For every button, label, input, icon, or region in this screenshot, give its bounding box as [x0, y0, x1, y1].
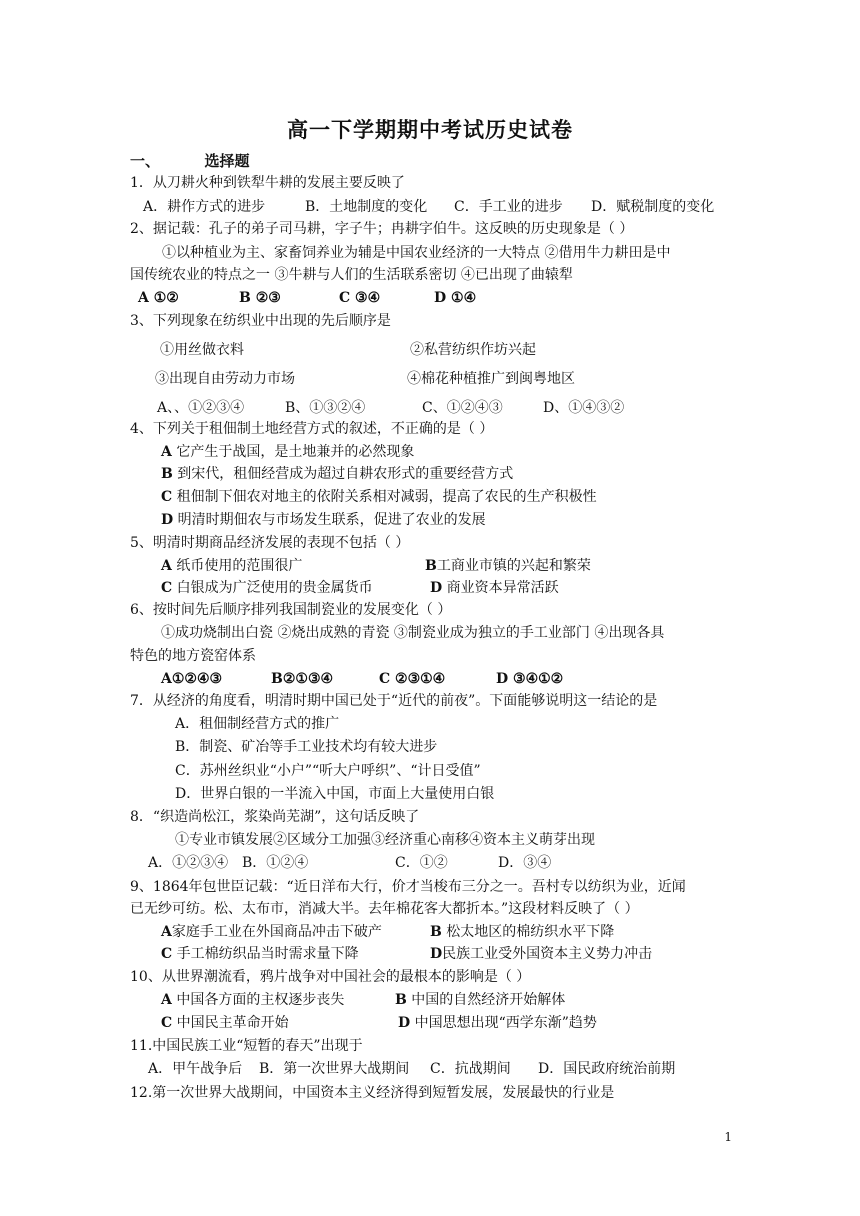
q2-option-d: D ①④ [434, 290, 477, 306]
q7-option-a: A．租佃制经营方式的推广 [175, 716, 340, 732]
q3-item-1: ①用丝做衣料 [160, 342, 244, 358]
question-6-stem: 6、按时间先后顺序排列我国制瓷业的发展变化（ ） [130, 602, 452, 618]
q10-option-d: D 中国思想出现“西学东渐”趋势 [398, 1015, 597, 1031]
q1-option-b: B．土地制度的变化 [305, 199, 428, 215]
q9-option-b: B 松太地区的棉纺织水平下降 [430, 924, 615, 940]
q6-option-c: C ②③①④ [379, 671, 446, 687]
question-12-stem: 12.第一次世界大战期间，中国资本主义经济得到短暂发展，发展最快的行业是 [130, 1085, 615, 1101]
q9-option-a: A家庭手工业在外国商品冲击下破产 [161, 924, 382, 940]
q5-option-b: B工商业市镇的兴起和繁荣 [425, 558, 591, 574]
question-4-stem: 4、下列关于租佃制土地经营方式的叙述，不正确的是（ ） [130, 421, 494, 437]
question-2-line-3: 国传统农业的特点之一 ③牛耕与人们的生活联系密切 ④已出现了曲辕犁 [130, 267, 573, 283]
q8-option-a: A．①②③④ [148, 855, 229, 871]
q1-option-c: C．手工业的进步 [454, 199, 563, 215]
question-2-stem: 2、据记载：孔子的弟子司马耕，字子牛；冉耕字伯牛。这反映的历史现象是（ ） [130, 221, 634, 237]
q10-option-c: C 中国民主革命开始 [161, 1015, 289, 1031]
q3-option-a: A、、①②③④ [157, 400, 245, 416]
page-number: 1 [724, 1130, 732, 1144]
question-6-line-2: ①成功烧制出白瓷 ②烧出成熟的青瓷 ③制瓷业成为独立的手工业部门 ④出现各具 [161, 625, 665, 641]
q4-option-b: B 到宋代，租佃经营成为超过自耕农形式的重要经营方式 [161, 466, 514, 482]
question-7-stem: 7．从经济的角度看，明清时期中国已处于“近代的前夜”。下面能够说明这一结论的是 [130, 693, 658, 709]
question-1-options [143, 196, 743, 218]
q1-option-a: A．耕作方式的进步 [143, 199, 266, 215]
q6-option-d: D ③④①② [496, 671, 564, 687]
q5-option-c: C 白银成为广泛使用的贵金属货币 [161, 580, 373, 596]
q11-option-a: A．甲午战争后 [148, 1061, 243, 1077]
q2-option-c: C ③④ [339, 290, 381, 306]
q3-item-3: ③出现自由劳动力市场 [155, 371, 295, 387]
q11-option-b: B．第一次世界大战期间 [259, 1061, 410, 1077]
q4-option-d: D 明清时期佃农与市场发生联系，促进了农业的发展 [161, 512, 486, 528]
page-title: 高一下学期期中考试历史试卷 [287, 117, 573, 142]
q6-option-a: A①②④③ [161, 671, 223, 687]
question-11-stem: 11.中国民族工业“短暂的春天”出现于 [130, 1038, 363, 1054]
q2-option-b: B ②③ [239, 290, 281, 306]
question-3-stem: 3、下列现象在纺织业中出现的先后顺序是 [130, 313, 391, 329]
section-name: 选择题 [204, 152, 250, 170]
question-6-line-3: 特色的地方瓷窑体系 [130, 648, 256, 664]
question-2-options [138, 287, 538, 309]
q4-option-c: C 租佃制下佃农对地主的依附关系相对减弱，提高了农民的生产积极性 [161, 489, 597, 505]
q7-option-d: D．世界白银的一半流入中国，市面上大量使用白银 [175, 786, 495, 802]
q5-option-a: A 纸币使用的范围很广 [161, 558, 303, 574]
q3-option-d: D、①④③② [543, 400, 625, 416]
q8-option-d: D．③④ [498, 855, 552, 871]
section-heading [130, 150, 250, 172]
q10-option-a: A 中国各方面的主权逐步丧失 [161, 992, 345, 1008]
q9-option-d: D民族工业受外国资本主义势力冲击 [430, 946, 653, 962]
question-9-stem: 9、1864年包世臣记载：“近日洋布大行，价才当梭布三分之一。吾村专以纺织为业，近闻 [130, 879, 686, 895]
question-1-stem: 1．从刀耕火种到铁犁牛耕的发展主要反映了 [130, 175, 405, 191]
q7-option-b: B．制瓷、矿冶等手工业技术均有较大进步 [175, 739, 438, 755]
q9-option-c: C 手工棉纺织品当时需求量下降 [161, 946, 359, 962]
q3-option-b: B、①③②④ [285, 400, 366, 416]
question-11-options [148, 1058, 748, 1080]
q5-option-d: D 商业资本异常活跃 [430, 580, 559, 596]
question-3-options [157, 397, 657, 419]
q6-option-b: B②①③④ [271, 671, 334, 687]
question-10-stem: 10、从世界潮流看，鸦片战争对中国社会的最根本的影响是（ ） [130, 969, 531, 985]
q2-option-a: A ①② [138, 290, 179, 306]
question-8-stem: 8．“织造尚松江，浆染尚芜湖”，这句话反映了 [130, 809, 420, 825]
question-6-options [161, 668, 611, 690]
section-number: 一、 [130, 152, 161, 170]
q3-option-c: C、①②④③ [422, 400, 503, 416]
q8-option-c: C．①② [395, 855, 448, 871]
q7-option-c: C．苏州丝织业“小户”“听大户呼织”、“计日受值” [175, 763, 481, 779]
question-9-line-2: 已无纱可纺。松、太布市，消减大半。去年棉花客大都折本。”这段材料反映了（ ） [130, 901, 639, 917]
question-8-options [148, 852, 598, 874]
q3-item-4: ④棉花种植推广到闽粤地区 [407, 371, 575, 387]
q1-option-d: D．赋税制度的变化 [591, 199, 715, 215]
question-8-line-2: ①专业市镇发展②区域分工加强③经济重心南移④资本主义萌芽出现 [175, 832, 595, 848]
question-5-stem: 5、明清时期商品经济发展的表现不包括（ ） [130, 535, 410, 551]
q4-option-a: A 它产生于战国，是土地兼并的必然现象 [161, 444, 415, 460]
q10-option-b: B 中国的自然经济开始解体 [395, 992, 566, 1008]
q3-item-2: ②私营纺织作坊兴起 [410, 342, 536, 358]
q11-option-c: C．抗战期间 [430, 1061, 511, 1077]
question-2-line-2: ①以种植业为主、家畜饲养业为辅是中国农业经济的一大特点 ②借用牛力耕田是中 [162, 245, 671, 261]
q8-option-b: B．①②④ [242, 855, 309, 871]
q11-option-d: D．国民政府统治前期 [538, 1061, 676, 1077]
